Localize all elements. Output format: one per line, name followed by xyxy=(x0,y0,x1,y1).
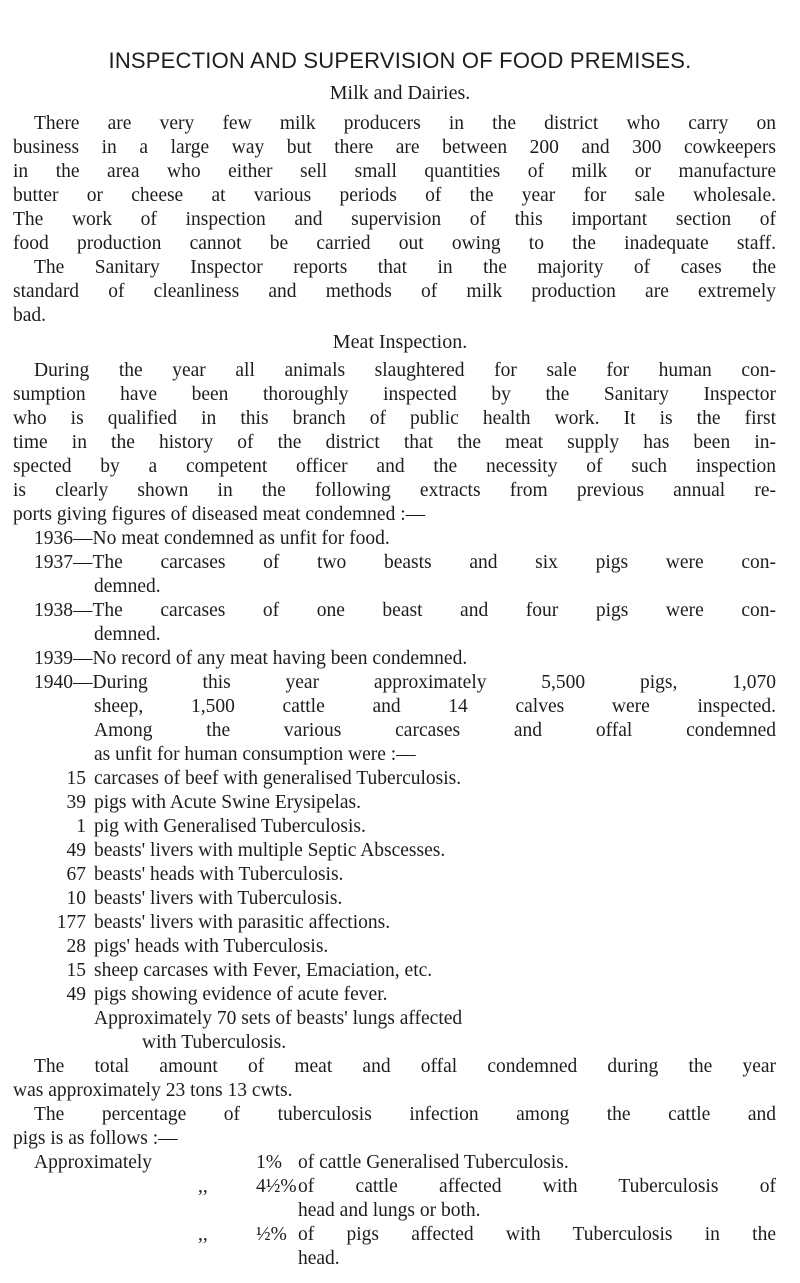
meat-paragraph-line: time in the history of the district that the meat supply has been in- xyxy=(13,432,776,453)
milk-paragraph-line: There are very few milk producers in the district who carry on xyxy=(34,113,776,134)
year-1940-entry-cont: sheep, 1,500 cattle and 14 calves were inspected. xyxy=(94,696,776,717)
condemned-item xyxy=(50,959,432,983)
year-1938-entry-cont: demned. xyxy=(94,624,161,645)
year-1936-entry: 1936—No meat condemned as unfit for food. xyxy=(34,528,390,549)
meat-paragraph-line: who is qualified in this branch of public health work. It is the first xyxy=(13,408,776,429)
condemned-item xyxy=(50,815,366,839)
year-1940-entry-cont: as unfit for human consumption were :— xyxy=(94,744,416,765)
milk-paragraph-line: business in a large way but there are between 200 and 300 cowkeepers xyxy=(13,137,776,158)
condemned-text: pigs showing evidence of acute fever. xyxy=(94,984,388,1005)
condemned-text: beasts' livers with parasitic affections. xyxy=(94,912,391,933)
condemned-text: pig with Generalised Tuberculosis. xyxy=(94,816,366,837)
condemned-text: beasts' livers with multiple Septic Abscesses. xyxy=(94,840,446,861)
condemned-item xyxy=(50,983,387,1007)
condemned-item xyxy=(50,791,361,815)
year-1940-entry: 1940—During this year approximately 5,500 pigs, 1,070 xyxy=(34,672,776,693)
meat-paragraph-line: is clearly shown in the following extracts from previous annual re- xyxy=(13,480,776,501)
ditto-mark: ,, xyxy=(198,1176,208,1197)
percentage-row-text: of cattle Generalised Tuberculosis. xyxy=(298,1152,569,1173)
milk-paragraph-line: The work of inspection and supervision of this important section of xyxy=(13,209,776,230)
year-1939-entry: 1939—No record of any meat having been condemned. xyxy=(34,648,468,669)
year-1940-entry-cont: Among the various carcases and offal condemned xyxy=(94,720,776,741)
percentage-row-value: 1% xyxy=(256,1152,282,1173)
year-1937-entry: 1937—The carcases of two beasts and six pigs were con- xyxy=(34,552,776,573)
condemned-text: beasts' heads with Tuberculosis. xyxy=(94,864,344,885)
condemned-item xyxy=(50,935,328,959)
percentage-row-text: of pigs affected with Tuberculosis in the xyxy=(298,1224,776,1245)
condemned-text: sheep carcases with Fever, Emaciation, etc. xyxy=(94,960,433,981)
meat-paragraph-line: sumption have been thoroughly inspected by the Sanitary Inspector xyxy=(13,384,776,405)
percentage-intro-line: The percentage of tuberculosis infection among the cattle and xyxy=(34,1104,776,1125)
condemned-text: pigs with Acute Swine Erysipelas. xyxy=(94,792,362,813)
condemned-text: beasts' livers with Tuberculosis. xyxy=(94,888,343,909)
year-1938-entry: 1938—The carcases of one beast and four pigs were con- xyxy=(34,600,776,621)
condemned-count: 1 xyxy=(76,816,86,837)
percentage-intro-line: pigs is as follows :— xyxy=(13,1128,178,1149)
ditto-mark: ,, xyxy=(198,1224,208,1245)
total-amount-line: The total amount of meat and offal condemned during the year xyxy=(34,1056,776,1077)
condemned-item xyxy=(50,911,390,935)
year-1937-entry-cont: demned. xyxy=(94,576,161,597)
condemned-count: 15 xyxy=(66,960,86,981)
condemned-text: pigs' heads with Tuberculosis. xyxy=(94,936,329,957)
condemned-count: 39 xyxy=(66,792,86,813)
lungs-note: Approximately 70 sets of beasts' lungs affected xyxy=(94,1008,463,1029)
milk-paragraph-line: The Sanitary Inspector reports that in the majority of cases the xyxy=(34,257,776,278)
percentage-row-value: ½% xyxy=(256,1224,287,1245)
milk-section-title: Milk and Dairies. xyxy=(329,82,471,104)
percentage-row-text-cont: head. xyxy=(298,1248,340,1269)
percentage-row-value: 4½% xyxy=(256,1176,297,1197)
percentage-row-text-cont: head and lungs or both. xyxy=(298,1200,481,1221)
meat-section-title: Meat Inspection. xyxy=(332,331,468,353)
condemned-text: carcases of beef with generalised Tuberculosis. xyxy=(94,768,462,789)
percentage-row-label: Approximately xyxy=(34,1152,153,1173)
condemned-count: 28 xyxy=(66,936,86,957)
condemned-count: 177 xyxy=(56,912,86,933)
lungs-note-cont: with Tuberculosis. xyxy=(142,1032,287,1053)
condemned-item xyxy=(50,839,445,863)
milk-paragraph-line: food production cannot be carried out owing to the inadequate staff. xyxy=(13,233,776,254)
milk-paragraph-line: butter or cheese at various periods of the year for sale wholesale. xyxy=(13,185,776,206)
condemned-count: 49 xyxy=(66,840,86,861)
milk-paragraph-line: standard of cleanliness and methods of milk production are extremely xyxy=(13,281,776,302)
condemned-count: 49 xyxy=(66,984,86,1005)
meat-paragraph-line: spected by a competent officer and the necessity of such inspection xyxy=(13,456,776,477)
condemned-item xyxy=(50,767,461,791)
meat-paragraph-line: ports giving figures of diseased meat condemned :— xyxy=(13,504,426,525)
meat-paragraph-line: During the year all animals slaughtered for sale for human con- xyxy=(34,360,776,381)
milk-paragraph-line: in the area who either sell small quantities of milk or manufacture xyxy=(13,161,776,182)
condemned-count: 10 xyxy=(66,888,86,909)
percentage-row-text: of cattle affected with Tuberculosis of xyxy=(298,1176,776,1197)
milk-paragraph-line: bad. xyxy=(13,305,47,326)
page-title: INSPECTION AND SUPERVISION OF FOOD PREMISES. xyxy=(108,48,692,73)
condemned-count: 15 xyxy=(66,768,86,789)
condemned-count: 67 xyxy=(66,864,86,885)
condemned-item xyxy=(50,863,343,887)
total-amount-line: was approximately 23 tons 13 cwts. xyxy=(13,1080,293,1101)
condemned-item xyxy=(50,887,342,911)
